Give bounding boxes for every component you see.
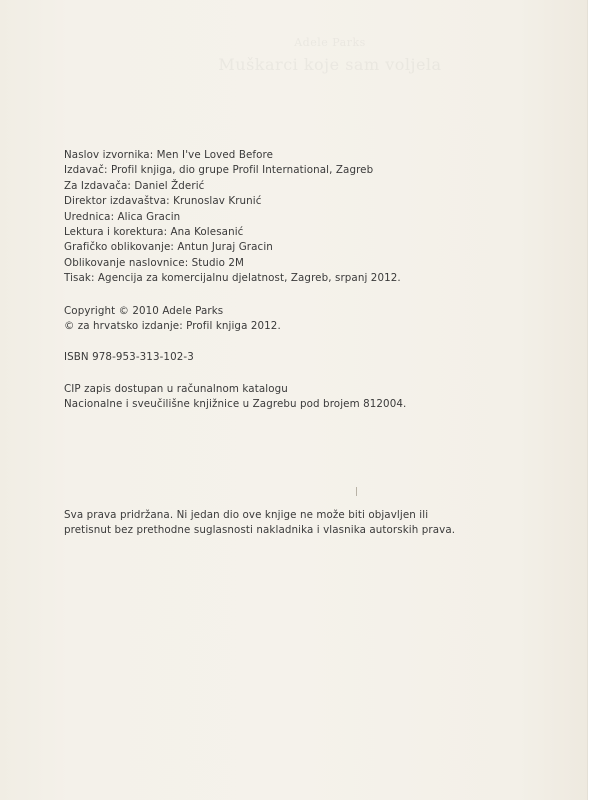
bleed-through-text [200,36,460,74]
original-title-line: Naslov izvornika: Men I've Loved Before [64,149,274,161]
cover-design-line: Oblikovanje naslovnice: Studio 2M [64,256,245,269]
printing-line: Tisak: Agencija za komercijalnu djelatnost, Zagreb, srpanj 2012. [64,272,401,285]
proofreading-line: Lektura i korektura: Ana Kolesanić [64,226,244,239]
page-edge [587,0,600,800]
for-publisher-line: Za Izdavača: Daniel Žderić [64,179,205,192]
publishing-director-line: Direktor izdavaštva: Krunoslav Krunić [64,195,262,208]
rights-line-2: pretisnut bez prethodne suglasnosti nakladnika i vlasnika autorskih prava. [64,524,456,537]
graphic-design-line: Grafičko oblikovanje: Antun Juraj Gracin [64,241,273,254]
croatian-edition-copyright-line: © za hrvatsko izdanje: Profil knjiga 2012. [64,320,281,333]
isbn-line: ISBN 978-953-313-102-3 [64,351,194,363]
editor-line: Urednica: Alica Gracin [64,210,181,223]
credits-block [64,148,401,287]
publisher-line: Izdavač: Profil knjiga, dio grupe Profil International, Zagreb [64,164,374,177]
cip-line-1: CIP zapis dostupan u računalnom katalogu [64,383,288,395]
cip-line-2: Nacionalne i sveučilišne knjižnice u Zagrebu pod brojem 812004. [64,398,407,411]
rights-block [64,508,455,539]
paper-speck [356,487,357,496]
bleed-through-author: Adele Parks [294,36,366,49]
copyright-block [64,304,281,335]
rights-line-1: Sva prava pridržana. Ni jedan dio ove knjige ne može biti objavljen ili [64,509,429,521]
cip-block [64,382,406,413]
isbn-block [64,350,194,365]
copyright-line: Copyright © 2010 Adele Parks [64,305,224,317]
bleed-through-title: Muškarci koje sam voljela [218,55,442,74]
